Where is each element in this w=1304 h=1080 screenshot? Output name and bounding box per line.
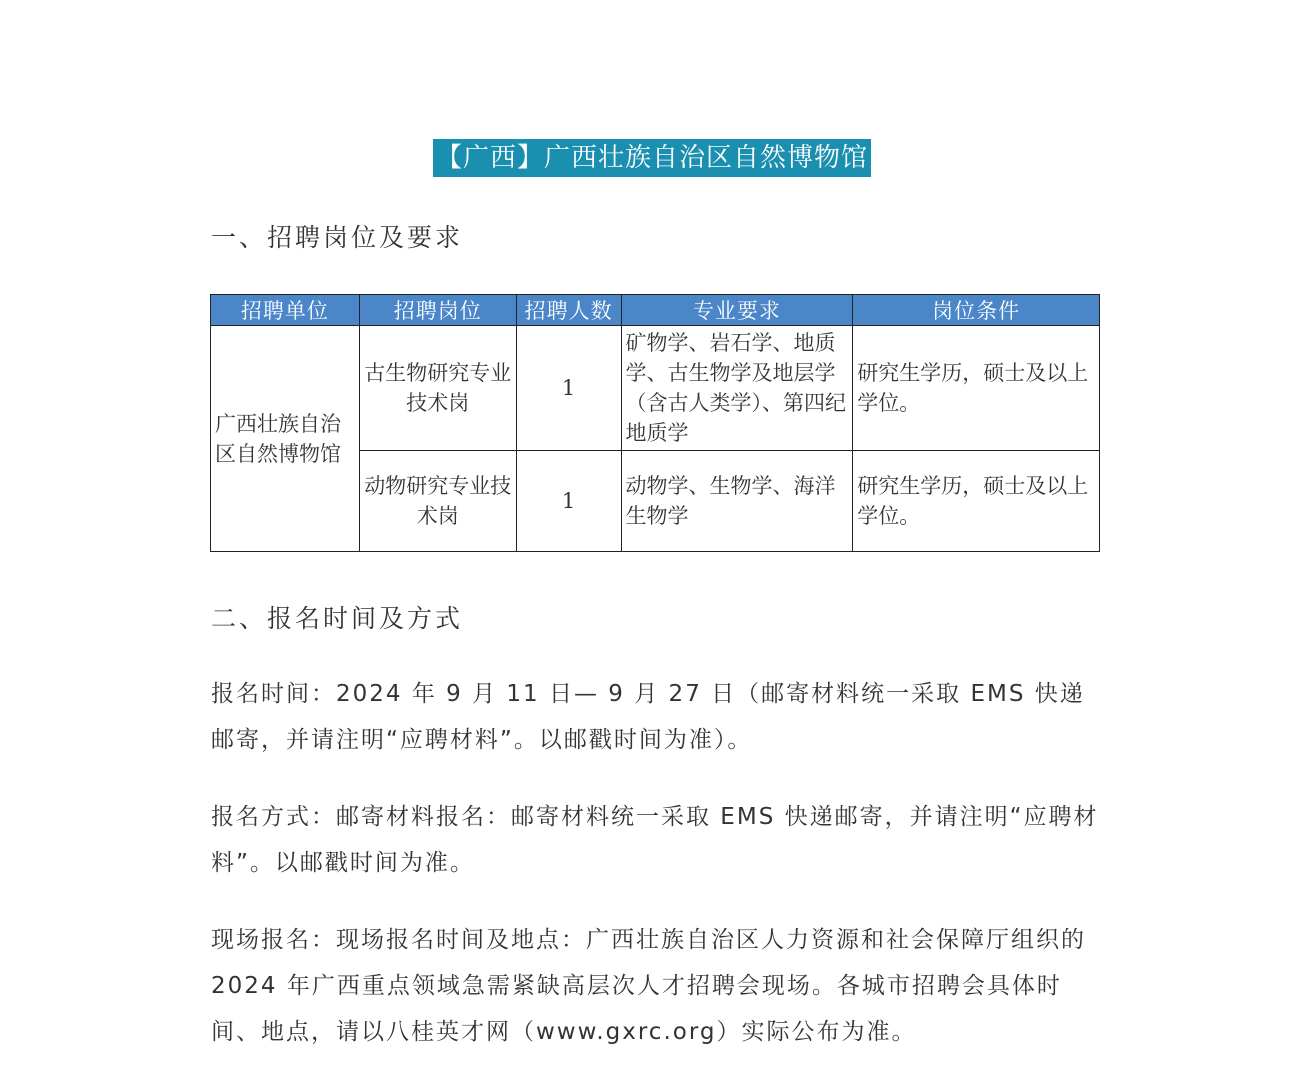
table-header-position: 招聘岗位: [359, 295, 516, 326]
page-title: 【广西】广西壮族自治区自然博物馆: [433, 139, 871, 177]
table-cell-condition: 研究生学历，硕士及以上学位。: [853, 326, 1100, 451]
table-cell-position: 古生物研究专业技术岗: [359, 326, 516, 451]
table-cell-condition: 研究生学历，硕士及以上学位。: [853, 451, 1100, 552]
registration-method-paragraph: 报名方式：邮寄材料报名：邮寄材料统一采取 EMS 快递邮寄，并请注明“应聘材料”。以邮戳时间为准。: [211, 804, 1099, 876]
registration-time-paragraph: 报名时间：2024 年 9 月 11 日— 9 月 27 日（邮寄材料统一采取 EMS 快递邮寄，并请注明“应聘材料”。以邮戳时间为准）。: [211, 681, 1085, 753]
table-header-condition: 岗位条件: [853, 295, 1100, 326]
table-cell-major: 动物学、生物学、海洋生物学: [621, 451, 853, 552]
title-container: [0, 139, 1304, 177]
table-cell-position: 动物研究专业技术岗: [359, 451, 516, 552]
table-cell-major: 矿物学、岩石学、地质学、古生物学及地层学（含古人类学）、第四纪地质学: [621, 326, 853, 451]
table-row: [211, 326, 1100, 451]
table-cell-count: 1: [516, 451, 621, 552]
table-cell-unit: 广西壮族自治区自然博物馆: [211, 326, 360, 552]
onsite-registration-paragraph: 现场报名：现场报名时间及地点：广西壮族自治区人力资源和社会保障厅组织的 2024 年广西重点领域急需紧缺高层次人才招聘会现场。各城市招聘会具体时间、地点，请以八桂英才网（www.gxrc.org）实际公布为准。: [211, 927, 1086, 1045]
table-header-row: [211, 295, 1100, 326]
table-header-major: 专业要求: [621, 295, 853, 326]
recruitment-table: [210, 294, 1100, 552]
table-header-count: 招聘人数: [516, 295, 621, 326]
section-heading-positions: 一、招聘岗位及要求: [211, 223, 464, 252]
table-header-unit: 招聘单位: [211, 295, 360, 326]
table-cell-count: 1: [516, 326, 621, 451]
section-heading-registration: 二、报名时间及方式: [211, 604, 464, 633]
